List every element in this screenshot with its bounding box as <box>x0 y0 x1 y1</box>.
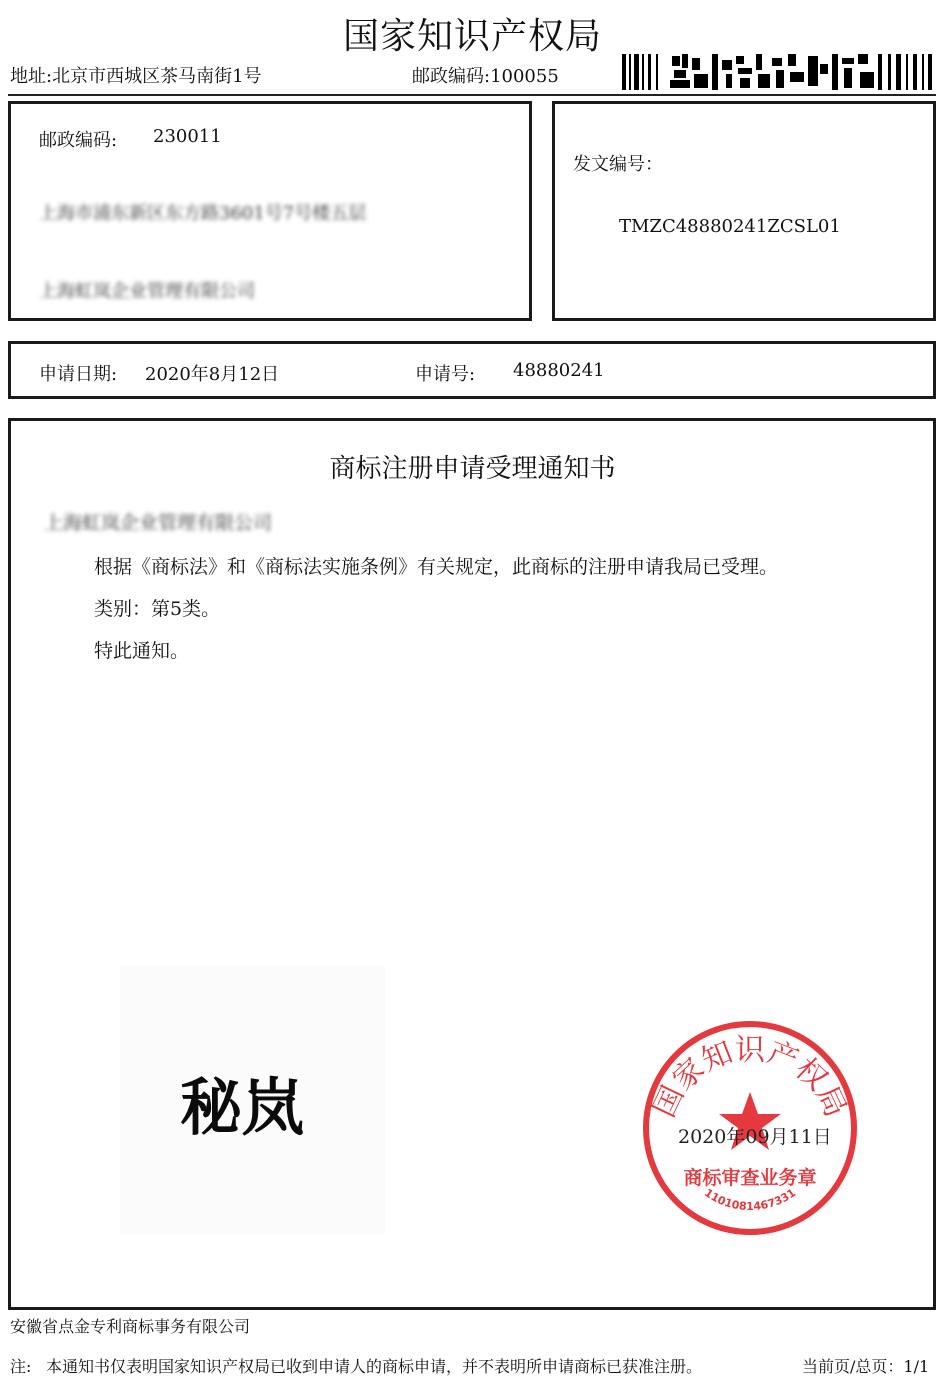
recipient-postal-label: 邮政编码: <box>39 130 118 151</box>
application-number-value: 48880241 <box>513 360 605 381</box>
signature: 秘岚 <box>180 1071 305 1144</box>
seal-number: 1101081467331 <box>701 1186 799 1214</box>
doc-number-value: TMZC48880241ZCSL01 <box>619 216 841 237</box>
notice-addressee: 上海虹岚企业管理有限公司 <box>44 512 273 534</box>
application-number-label: 申请号: <box>415 364 476 385</box>
notice-closing: 特此通知。 <box>94 640 190 662</box>
agent-name: 安徽省点金专利商标事务有限公司 <box>10 1317 251 1336</box>
office-postal-code: 邮政编码:100055 <box>412 66 559 87</box>
notice-body: 根据《商标法》和《商标法实施条例》有关规定，此商标的注册申请我局已受理。 <box>94 556 779 578</box>
application-date-label: 申请日期: <box>39 364 118 385</box>
seal-inner-text: 商标审查业务章 <box>683 1167 817 1189</box>
page-title: 国家知识产权局 <box>342 16 602 57</box>
doc-number-label: 发文编号： <box>573 154 663 175</box>
header-divider <box>8 94 936 96</box>
barcode-image <box>622 54 932 90</box>
application-info-box <box>8 341 936 399</box>
notice-title: 商标注册申请受理通知书 <box>329 454 616 484</box>
recipient-postal-code: 230011 <box>153 126 222 147</box>
office-address: 地址:北京市西城区茶马南街1号 <box>10 66 262 87</box>
svg-text:1101081467331 <box>702 1186 798 1213</box>
notice-category: 类别：第5类。 <box>94 598 221 620</box>
page-indicator: 当前页/总页：1/1 <box>802 1357 930 1376</box>
notice-date: 2020年09月11日 <box>678 1126 832 1148</box>
doc-number-box <box>552 101 936 321</box>
recipient-company: 上海虹岚企业管理有限公司 <box>39 281 255 302</box>
application-date-value: 2020年8月12日 <box>145 364 280 385</box>
footer-note: 本通知书仅表明国家知识产权局已收到申请人的商标申请，并不表明所申请商标已获准注册。 <box>46 1357 703 1376</box>
recipient-box <box>8 101 532 321</box>
recipient-address: 上海市浦东新区东方路3601号7号楼五层 <box>39 203 367 224</box>
footer-note-label: 注: <box>10 1357 32 1376</box>
seal-ring-text: 国家知识产权局 <box>646 1033 854 1123</box>
